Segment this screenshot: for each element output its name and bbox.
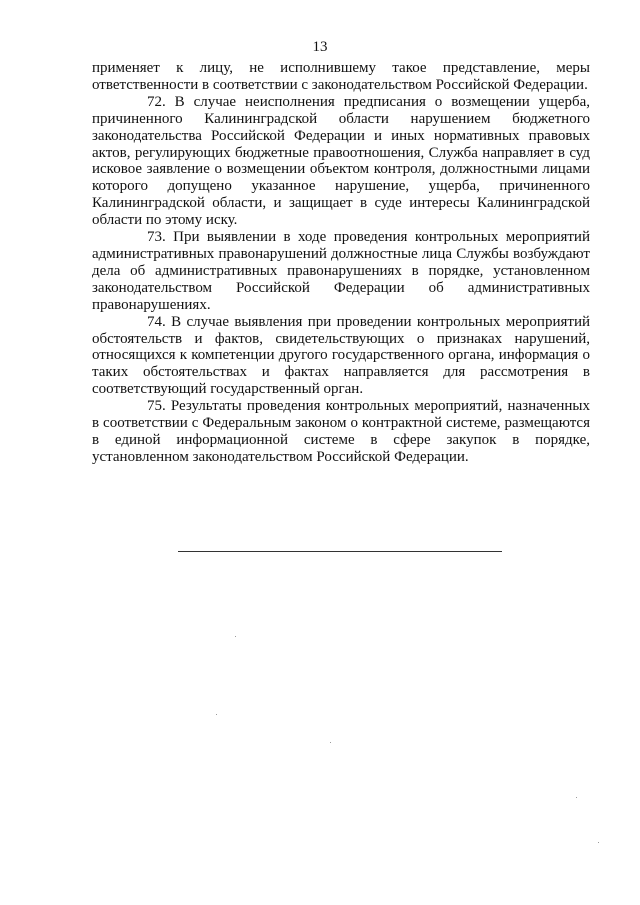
scan-speck	[330, 742, 331, 743]
page-number: 13	[312, 39, 328, 55]
scan-speck	[235, 636, 236, 637]
paragraph-72: 72. В случае неисполнения предписания о возмещении ущерба, причиненного Калининградской области нарушением бюджетного законодательства Российской Федерации и иных нормативных правовых актов, регулирующих бюджетные правоотношения, Служба направляет в суд исковое заявление о возмещении объектом контроля, должностными лицами которого допущено указанное нарушение, ущерба, причиненного Калининградской области, и защищает в суде интересы Калининградской области по этому иску.	[92, 93, 590, 229]
document-body	[92, 60, 590, 466]
scan-speck	[216, 714, 217, 715]
scan-speck	[598, 842, 599, 843]
closing-rule	[178, 551, 502, 552]
paragraph-74: 74. В случае выявления при проведении контрольных мероприятий обстоятельств и фактов, свидетельствующих о признаках нарушений, относящихся к компетенции другого государственного органа, информация о таких обстоятельствах и фактах направляется для рассмотрения в соответствующий государственный орган.	[92, 313, 590, 398]
paragraph-75: 75. Результаты проведения контрольных мероприятий, назначенных в соответствии с Федеральным законом о контрактной системе, размещаются в единой информационной системе в сфере закупок в порядке, установленном законодательством Российской Федерации.	[92, 398, 590, 465]
scan-speck	[576, 797, 577, 798]
paragraph-73: 73. При выявлении в ходе проведения контрольных мероприятий административных правонарушений должностные лица Службы возбуждают дела об административных правонарушениях в порядке, установленном законодательством Российской Федерации об административных правонарушениях.	[92, 229, 590, 313]
paragraph-continuation: применяет к лицу, не исполнившему такое представление, меры ответственности в соответствии с законодательством Российской Федерации.	[92, 60, 590, 93]
